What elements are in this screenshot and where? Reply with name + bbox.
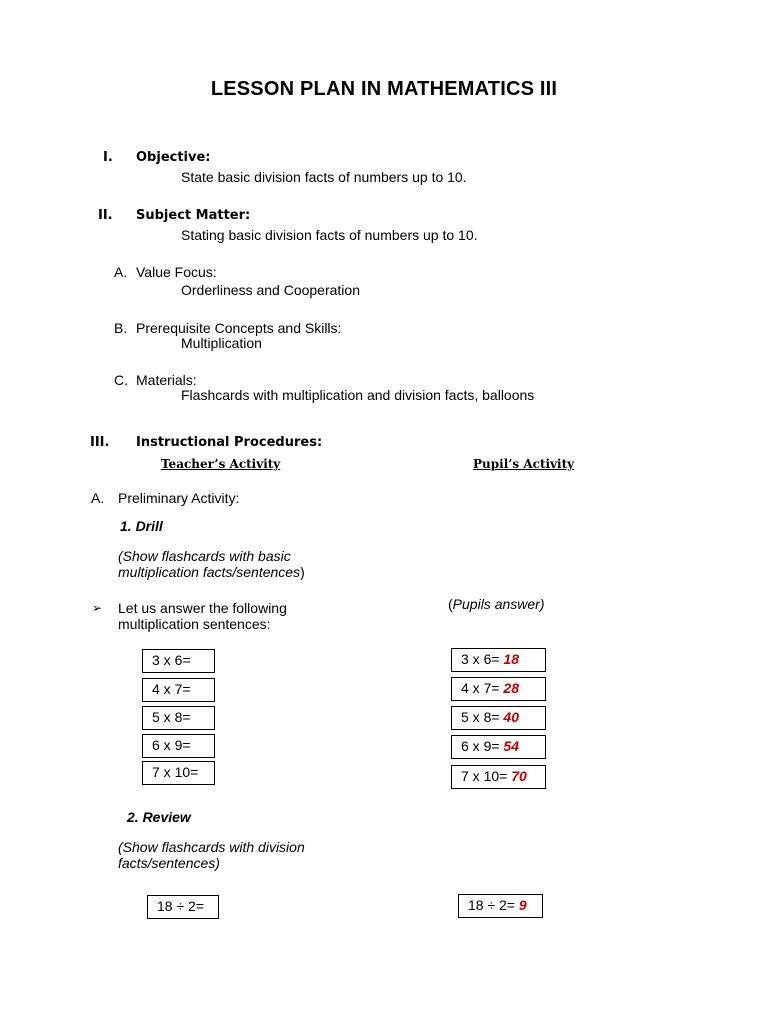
pupils-answer-note: (Pupils answer) (448, 596, 545, 612)
drill-note-line1: (Show flashcards with basic (118, 548, 291, 564)
flashcard-answer: 5 x 8= 40 (451, 706, 546, 730)
section-number-procedures: III. (90, 435, 110, 450)
materials-text: Flashcards with multiplication and division facts, balloons (181, 387, 535, 403)
teacher-activity-header: Teacher’s Activity (161, 457, 281, 471)
flashcard-answer: 7 x 10= 70 (451, 765, 546, 789)
drill-heading: 1. Drill (120, 518, 163, 534)
flashcard-question: 3 x 6= (142, 649, 215, 673)
pupil-activity-header: Pupil’s Activity (473, 457, 575, 471)
flashcard-question: 4 x 7= (142, 678, 215, 702)
value-focus-label: A. (114, 264, 128, 280)
drill-prompt-line1: Let us answer the following (118, 600, 287, 616)
page-title: LESSON PLAN IN MATHEMATICS III (210, 78, 558, 100)
preliminary-heading: Preliminary Activity: (118, 490, 240, 506)
objective-heading: Objective: (136, 150, 211, 165)
section-number-subject-matter: II. (98, 208, 113, 223)
value-focus-heading: Value Focus: (136, 264, 217, 280)
review-flashcard-question: 18 ÷ 2= (147, 895, 219, 919)
prerequisite-heading: Prerequisite Concepts and Skills: (136, 320, 342, 336)
bullet-arrow-icon: ➢ (92, 601, 103, 615)
drill-prompt-line2: multiplication sentences: (118, 616, 271, 632)
prerequisite-text: Multiplication (181, 335, 262, 351)
materials-heading: Materials: (136, 372, 197, 388)
drill-note-line2: multiplication facts/sentences) (118, 564, 305, 580)
subject-matter-text: Stating basic division facts of numbers up to 10. (181, 227, 478, 243)
flashcard-answer: 4 x 7= 28 (451, 677, 546, 701)
preliminary-label: A. (91, 490, 105, 506)
review-flashcard-answer: 18 ÷ 2= 9 (458, 894, 543, 918)
procedures-heading: Instructional Procedures: (136, 435, 323, 450)
flashcard-question: 6 x 9= (142, 734, 215, 758)
review-heading: 2. Review (127, 809, 191, 825)
review-note-line2: facts/sentences) (118, 855, 220, 871)
flashcard-question: 5 x 8= (142, 706, 215, 730)
subject-matter-heading: Subject Matter: (136, 208, 251, 223)
materials-label: C. (114, 372, 128, 388)
value-focus-text: Orderliness and Cooperation (181, 282, 360, 298)
flashcard-question: 7 x 10= (142, 761, 215, 785)
flashcard-answer: 3 x 6= 18 (451, 648, 546, 672)
prerequisite-label: B. (114, 320, 128, 336)
objective-text: State basic division facts of numbers up to 10. (181, 169, 467, 185)
section-number-objective: I. (103, 150, 113, 165)
review-note-line1: (Show flashcards with division (118, 839, 305, 855)
flashcard-answer: 6 x 9= 54 (451, 735, 546, 759)
